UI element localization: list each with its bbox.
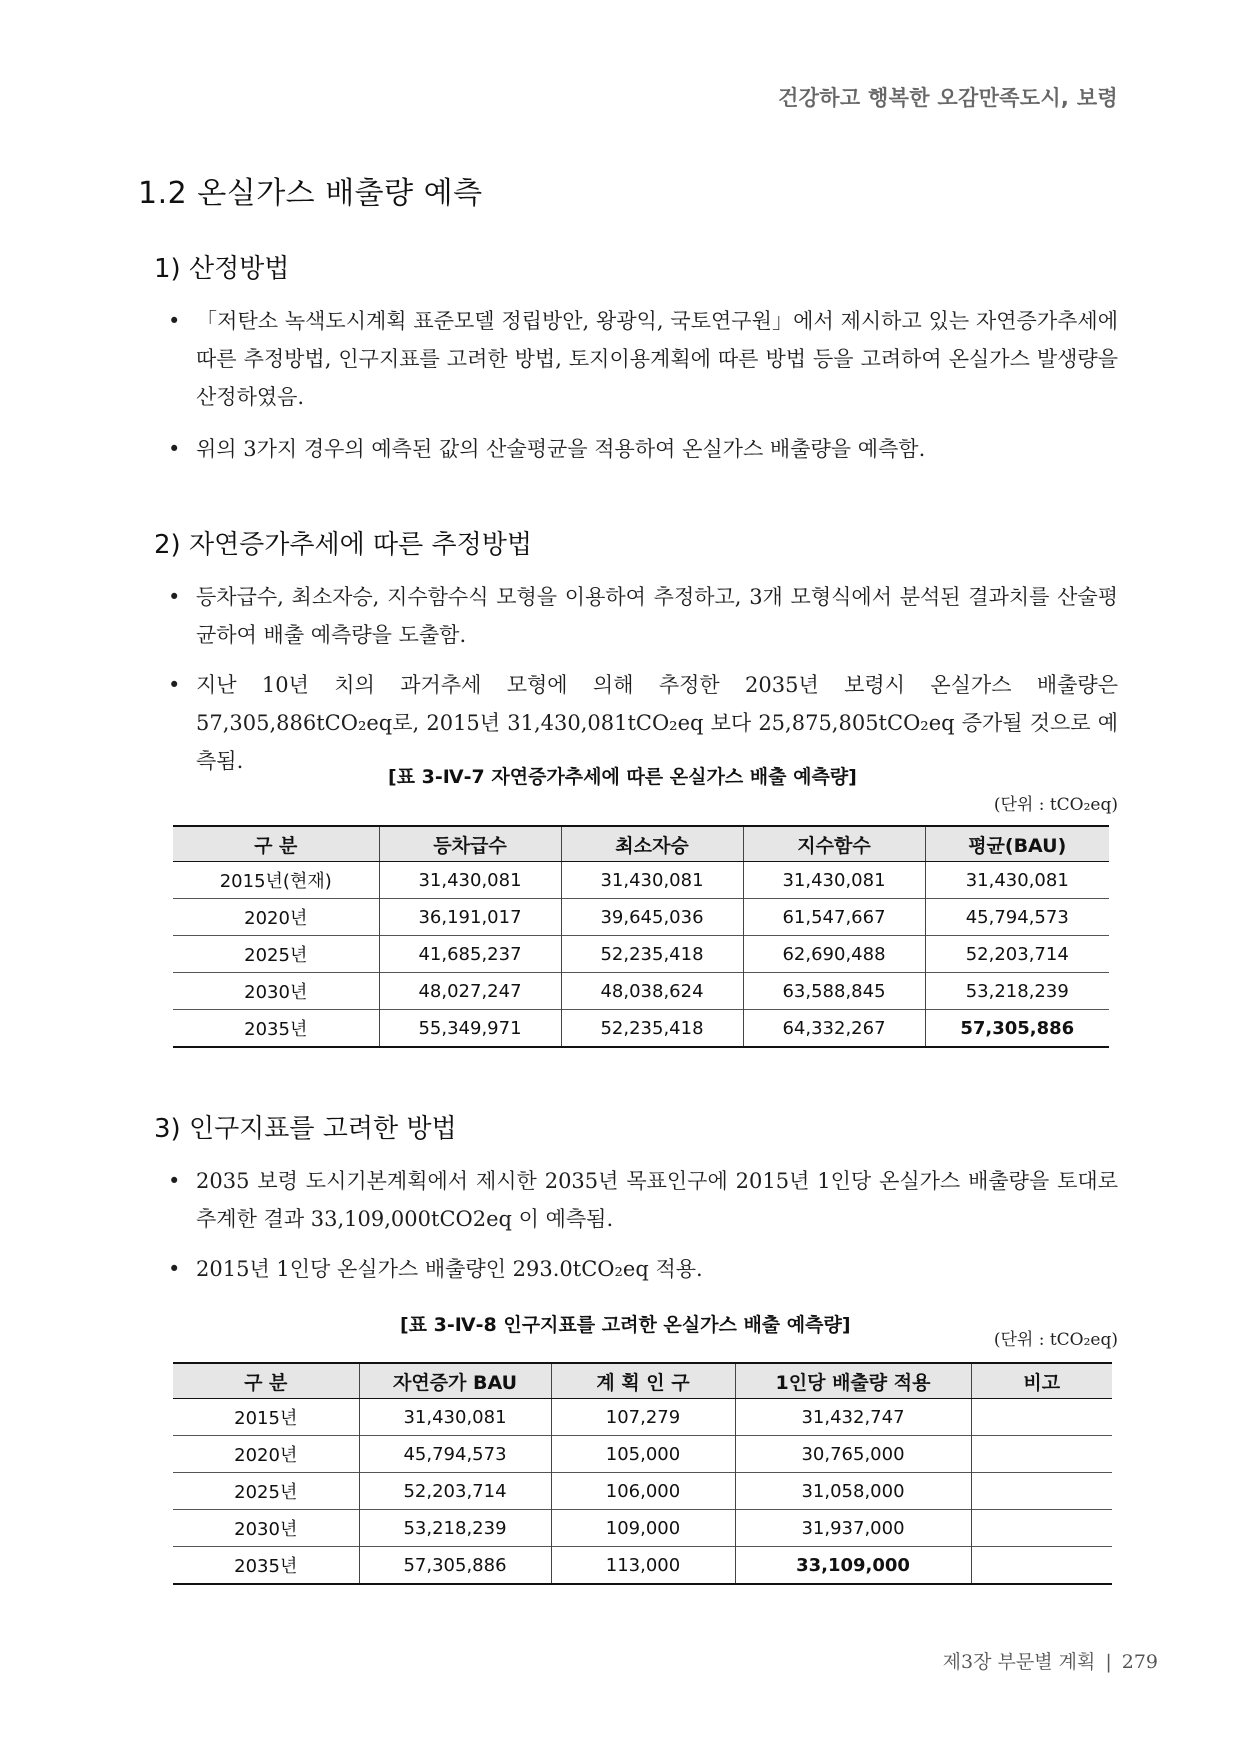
- column-header: 최소자승: [561, 826, 743, 862]
- table-cell: 31,430,081: [379, 862, 561, 899]
- table-cell: 41,685,237: [379, 936, 561, 973]
- bullet-text: 위의 3가지 경우의 예측된 값의 산술평균을 적용하여 온실가스 배출량을 예측함.: [196, 437, 926, 461]
- table-caption-1: [표 3-Ⅳ-7 자연증가추세에 따른 온실가스 배출 예측량]: [388, 766, 857, 788]
- table-cell: 53,218,239: [925, 973, 1109, 1010]
- table-cell: 39,645,036: [561, 899, 743, 936]
- bullet-dot: •: [168, 1169, 181, 1193]
- table-cell: 113,000: [551, 1547, 735, 1585]
- bullet-item: [168, 1162, 1118, 1238]
- table-header-row: [173, 826, 1109, 862]
- table-cell-highlight: 57,305,886: [925, 1010, 1109, 1048]
- column-header: 1인당 배출량 적용: [735, 1363, 971, 1399]
- table-cell: 2020년: [173, 899, 379, 936]
- table-cell: [971, 1473, 1112, 1510]
- table-unit-2: (단위 : tCO₂eq): [993, 1330, 1118, 1350]
- bullet-dot: •: [168, 309, 181, 333]
- table-cell: 61,547,667: [743, 899, 925, 936]
- table-cell: [971, 1510, 1112, 1547]
- table-cell: 52,203,714: [925, 936, 1109, 973]
- bullet-dot: •: [168, 437, 181, 461]
- table-cell: 55,349,971: [379, 1010, 561, 1048]
- table-cell: 31,430,081: [359, 1399, 551, 1436]
- table-cell: 52,203,714: [359, 1473, 551, 1510]
- table-cell: 52,235,418: [561, 1010, 743, 1048]
- table-row: [173, 862, 1109, 899]
- bullet-item: [168, 430, 1118, 468]
- table-cell: 30,765,000: [735, 1436, 971, 1473]
- table-row: [173, 973, 1109, 1010]
- table-cell: 63,588,845: [743, 973, 925, 1010]
- table-cell: 2030년: [173, 973, 379, 1010]
- running-header: 건강하고 행복한 오감만족도시, 보령: [778, 86, 1118, 110]
- table-cell: 57,305,886: [359, 1547, 551, 1585]
- table-cell: 106,000: [551, 1473, 735, 1510]
- table-cell: 31,430,081: [561, 862, 743, 899]
- table-cell: 45,794,573: [925, 899, 1109, 936]
- table-row: [173, 1473, 1112, 1510]
- column-header: 구 분: [173, 1363, 359, 1399]
- bullet-text: 「저탄소 녹색도시계획 표준모델 정립방안, 왕광익, 국토연구원」에서 제시하고 있는 자연증가추세에 따른 추정방법, 인구지표를 고려한 방법, 토지이용계획에 따른 방법 등을 고려하여 온실가스 발생량을 산정하였음.: [196, 309, 1118, 409]
- column-header: 지수함수: [743, 826, 925, 862]
- table-cell: 107,279: [551, 1399, 735, 1436]
- column-header: 자연증가 BAU: [359, 1363, 551, 1399]
- footer-separator: |: [1105, 1651, 1112, 1673]
- table-cell: [971, 1436, 1112, 1473]
- table-header-row: [173, 1363, 1112, 1399]
- section-title: 1.2 온실가스 배출량 예측: [138, 176, 483, 211]
- table-cell: 31,430,081: [743, 862, 925, 899]
- table-cell: 64,332,267: [743, 1010, 925, 1048]
- table-cell: 31,937,000: [735, 1510, 971, 1547]
- table-cell: 62,690,488: [743, 936, 925, 973]
- table-row: [173, 1010, 1109, 1048]
- table-cell: 105,000: [551, 1436, 735, 1473]
- table-cell: [971, 1547, 1112, 1585]
- table-cell: 2025년: [173, 936, 379, 973]
- subsection-title-1: 1) 산정방법: [154, 254, 290, 284]
- subsection-title-2: 2) 자연증가추세에 따른 추정방법: [154, 530, 532, 560]
- column-header: 구 분: [173, 826, 379, 862]
- table-cell: 45,794,573: [359, 1436, 551, 1473]
- table-cell: 2015년(현재): [219, 871, 332, 892]
- table-cell: 2025년: [173, 1473, 359, 1510]
- emission-table-trend: [173, 825, 1109, 1048]
- table-cell: 31,430,081: [925, 862, 1109, 899]
- table-row: [173, 1436, 1112, 1473]
- table-caption-2: [표 3-Ⅳ-8 인구지표를 고려한 온실가스 배출 예측량]: [400, 1314, 851, 1336]
- table-row: [173, 1547, 1112, 1585]
- column-header: 평균(BAU): [925, 826, 1109, 862]
- table-cell: 36,191,017: [379, 899, 561, 936]
- subsection-title-3: 3) 인구지표를 고려한 방법: [154, 1114, 457, 1144]
- bullet-dot: •: [168, 585, 181, 609]
- emission-table-population: [173, 1362, 1112, 1585]
- table-cell: 48,027,247: [379, 973, 561, 1010]
- table-row: [173, 936, 1109, 973]
- bullet-text: 등차급수, 최소자승, 지수함수식 모형을 이용하여 추정하고, 3개 모형식에서 분석된 결과치를 산술평균하여 배출 예측량을 도출함.: [196, 585, 1118, 647]
- table-cell: 52,235,418: [561, 936, 743, 973]
- bullet-text: 2015년 1인당 온실가스 배출량인 293.0tCO₂eq 적용.: [196, 1257, 703, 1281]
- table-row: [173, 1510, 1112, 1547]
- table-cell: [971, 1399, 1112, 1436]
- table-row: [173, 899, 1109, 936]
- bullet-dot: •: [168, 1257, 181, 1281]
- table-cell: 2035년: [173, 1010, 379, 1048]
- table-cell: 31,432,747: [735, 1399, 971, 1436]
- column-header: 비고: [971, 1363, 1112, 1399]
- bullet-dot: •: [168, 673, 181, 697]
- table-cell: 2020년: [173, 1436, 359, 1473]
- table-cell: 53,218,239: [359, 1510, 551, 1547]
- table-cell: 2030년: [173, 1510, 359, 1547]
- bullet-item: [168, 1250, 1118, 1288]
- page-number: 279: [1121, 1651, 1158, 1673]
- table-cell: 109,000: [551, 1510, 735, 1547]
- table-cell: 2035년: [173, 1547, 359, 1585]
- bullet-item: [168, 302, 1118, 416]
- column-header: 등차급수: [379, 826, 561, 862]
- column-header: 계 획 인 구: [551, 1363, 735, 1399]
- table-row: [173, 1399, 1112, 1436]
- table-unit-1: (단위 : tCO₂eq): [993, 795, 1118, 815]
- chapter-label: 제3장 부문별 계획: [942, 1651, 1096, 1673]
- table-cell: 2015년: [234, 1408, 298, 1429]
- table-cell: 48,038,624: [561, 973, 743, 1010]
- bullet-text: 지난 10년 치의 과거추세 모형에 의해 추정한 2035년 보령시 온실가스 배출량은 57,305,886tCO₂eq로, 2015년 31,430,081tCO₂eq 보다 25,875,805tCO₂eq 증가될 것으로 예측됨.: [196, 673, 1118, 773]
- page-footer: [943, 1647, 1158, 1674]
- table-cell: 31,058,000: [735, 1473, 971, 1510]
- table-cell-highlight: 33,109,000: [735, 1547, 971, 1585]
- bullet-text: 2035 보령 도시기본계획에서 제시한 2035년 목표인구에 2015년 1인당 온실가스 배출량을 토대로 추계한 결과 33,109,000tCO2eq 이 예측됨.: [196, 1169, 1118, 1231]
- bullet-item: [168, 578, 1118, 654]
